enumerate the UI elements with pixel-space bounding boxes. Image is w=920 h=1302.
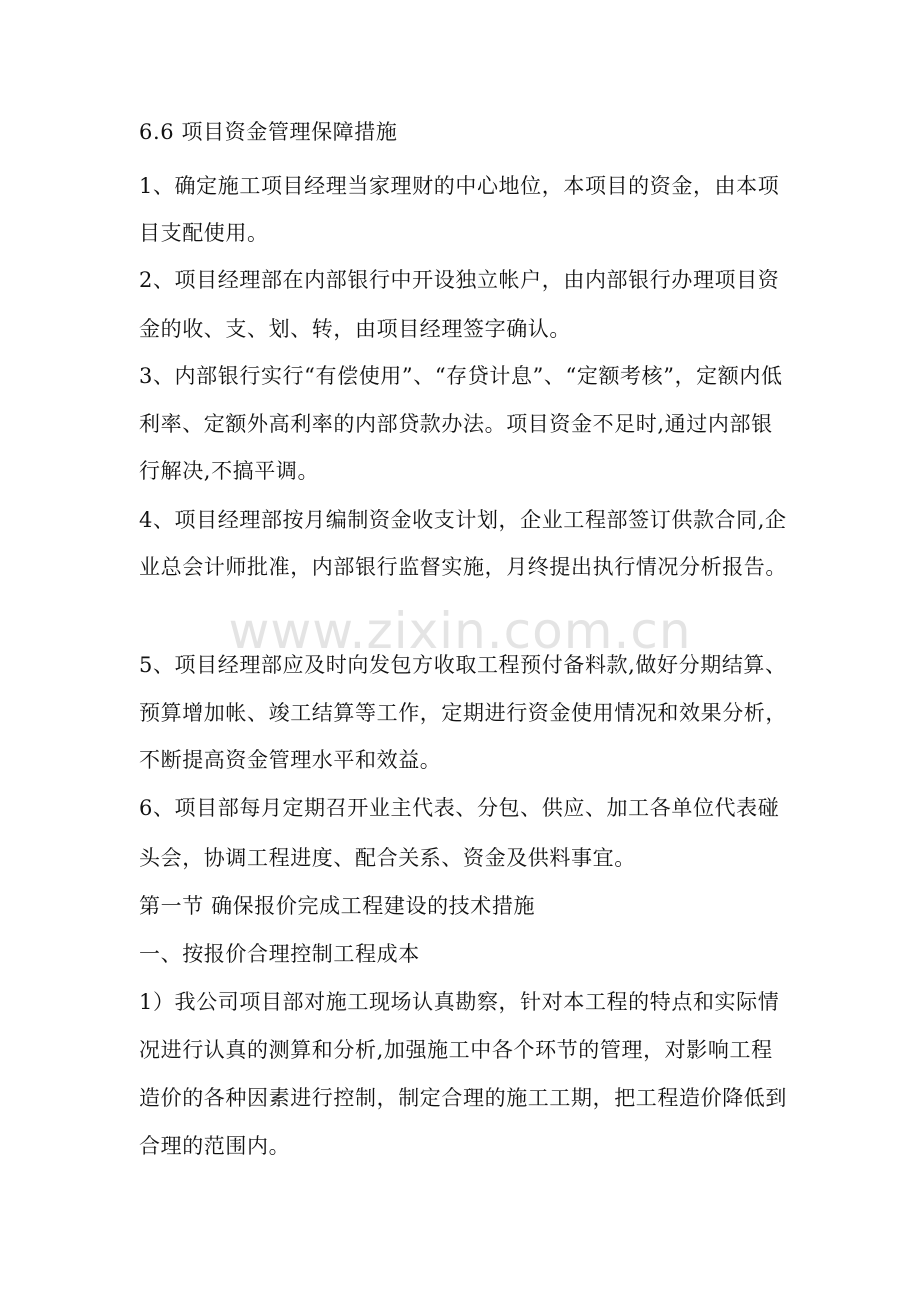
paragraph-5-line-1: 5、项目经理部应及时向发包方收取工程预付备料款,做好分期结算、 [139, 653, 787, 677]
paragraph-2-line-1: 2、项目经理部在内部银行中开设独立帐户，由内部银行办理项目资 [139, 268, 780, 292]
watermark-text: www.zixin.com.cn [228, 602, 692, 660]
paragraph-7-line-1: 1）我公司项目部对施工现场认真勘察，针对本工程的特点和实际情 [139, 990, 780, 1014]
paragraph-6-line-1: 6、项目部每月定期召开业主代表、分包、供应、加工各单位代表碰 [139, 796, 780, 820]
paragraph-5-line-2: 预算增加帐、竣工结算等工作，定期进行资金使用情况和效果分析， [139, 701, 787, 725]
section-heading: 6.6 项目资金管理保障措施 [139, 120, 398, 144]
paragraph-7-line-3: 造价的各种因素进行控制，制定合理的施工工期，把工程造价降低到 [139, 1086, 787, 1110]
paragraph-2-line-2: 金的收、支、划、转，由项目经理签字确认。 [139, 317, 571, 341]
chapter-heading: 第一节 确保报价完成工程建设的技术措施 [139, 894, 536, 918]
paragraph-3-line-2: 利率、定额外高利率的内部贷款办法。项目资金不足时,通过内部银 [139, 412, 773, 436]
paragraph-4-line-2: 业总会计师批准，内部银行监督实施，月终提出执行情况分析报告。 [139, 555, 787, 579]
paragraph-1-line-2: 目支配使用。 [139, 221, 269, 245]
paragraph-7-line-4: 合理的范围内。 [139, 1134, 291, 1158]
paragraph-3-line-1: 3、内部银行实行“有偿使用”、“存贷计息”、“定额考核”，定额内低 [139, 364, 783, 388]
paragraph-6-line-2: 头会，协调工程进度、配合关系、资金及供料事宜。 [139, 846, 636, 870]
paragraph-3-line-3: 行解决,不搞平调。 [139, 459, 320, 483]
paragraph-5-line-3: 不断提高资金管理水平和效益。 [139, 748, 442, 772]
paragraph-1-line-1: 1、确定施工项目经理当家理财的中心地位，本项目的资金，由本项 [139, 174, 780, 198]
paragraph-7-line-2: 况进行认真的测算和分析,加强施工中各个环节的管理，对影响工程 [139, 1038, 773, 1062]
paragraph-4-line-1: 4、项目经理部按月编制资金收支计划，企业工程部签订供款合同,企 [139, 508, 787, 532]
subsection-heading: 一、按报价合理控制工程成本 [139, 942, 420, 966]
